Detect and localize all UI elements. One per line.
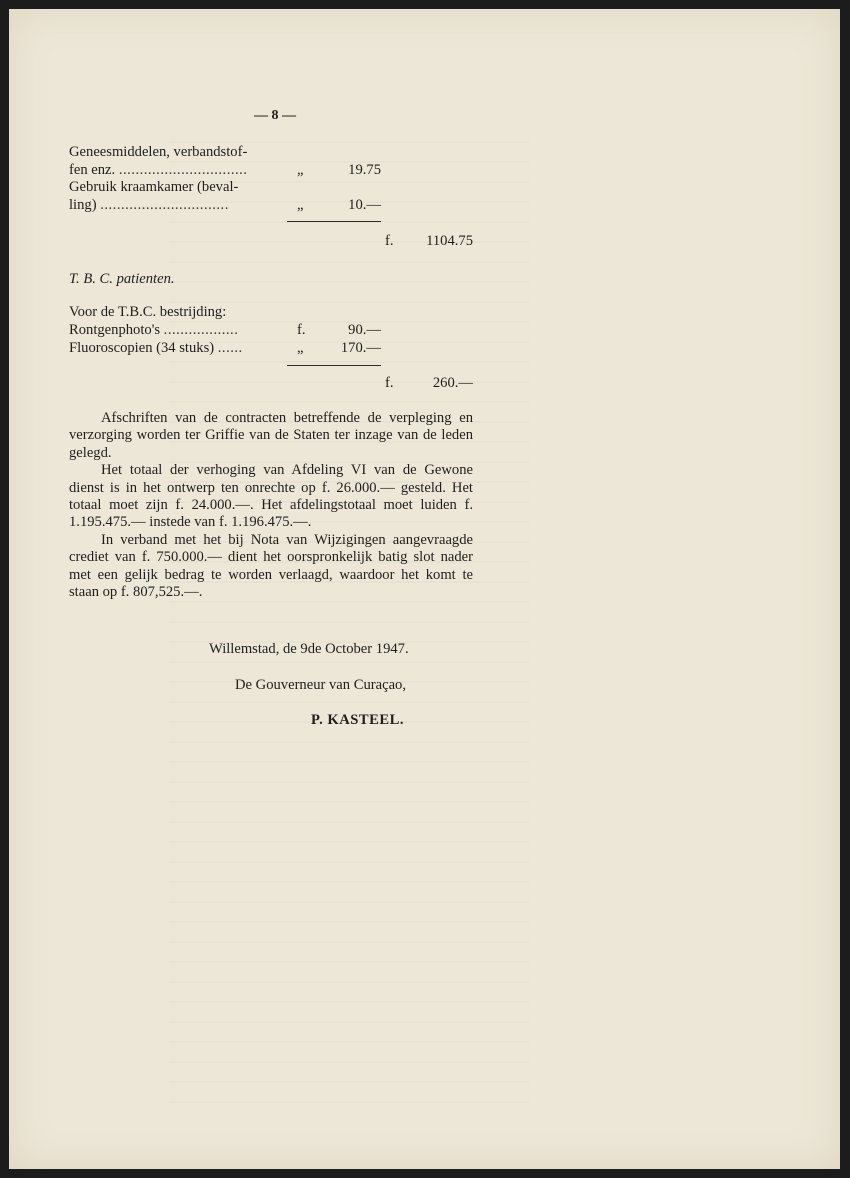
section1-total: 1104.75 [426, 233, 473, 249]
governor-title: De Gouverneur van Curaçao, [235, 677, 406, 693]
paragraph-copies: Afschriften van de contracten betreffende de verpleging en verzorging worden ter Griffie van de Staten ter inzage van de leden gelegd. [69, 410, 473, 461]
document-page [9, 9, 840, 1169]
item-fluoroscopy [69, 340, 243, 357]
paragraph-credit: In verband met het bij Nota van Wijzigingen aangevraagde crediet van f. 750.000.— dient het oorspronkelijk batig slot nader met een gelijk bedrag te worden verlaagd, waardoor het komt te staan op f. 807,525.—. [69, 531, 473, 601]
tbc-heading: T. B. C. patienten. [69, 271, 175, 287]
item-delivery-room-line2 [69, 197, 229, 214]
amount-xray: 90.— [348, 322, 381, 338]
item-xray [69, 322, 238, 339]
item-label: ling) [69, 197, 97, 213]
amount-fluoroscopy: 170.— [340, 340, 381, 356]
signature: P. KASTEEL. [311, 712, 404, 728]
leader-dots: ............................... [100, 197, 229, 213]
place-date: Willemstad, de 9de October 1947. [209, 641, 409, 657]
item-label: Fluoroscopien (34 stuks) [69, 340, 215, 356]
item-label: Rontgenphoto's [69, 322, 161, 338]
amount-delivery-room: 10.— [348, 197, 381, 213]
item-medicines-line2 [69, 162, 247, 179]
item-medicines-line1: Geneesmiddelen, verbandstof- [69, 144, 248, 160]
tbc-intro: Voor de T.B.C. bestrijding: [69, 304, 227, 320]
currency-mark: f. [297, 322, 306, 338]
leader-dots: ............................... [118, 162, 248, 178]
subtotal-rule [287, 221, 381, 222]
subtotal-rule [287, 365, 381, 366]
page-number: — 8 — [254, 108, 296, 123]
body-text [69, 410, 473, 601]
item-label: fen enz. [69, 162, 116, 178]
paragraph-total-correction: Het totaal der verhoging van Afdeling VI van de Gewone dienst is in het ontwerp ten onrechte op f. 26.000.— gesteld. Het totaal moet zijn f. 24.000.—. Het afdelingstotaal moet luiden f. 1.195.475.— instede van f. 1.196.475.—. [69, 462, 473, 531]
currency-mark: „ [297, 340, 304, 356]
total-currency: f. [385, 375, 394, 391]
total-currency: f. [385, 233, 394, 249]
amount-medicines: 19.75 [348, 162, 381, 178]
currency-mark: „ [297, 197, 304, 213]
leader-dots: ...... [217, 340, 243, 356]
bleed-through-text [169, 129, 529, 1109]
section2-total: 260.— [432, 375, 473, 391]
item-delivery-room-line1: Gebruik kraamkamer (beval- [69, 179, 239, 195]
leader-dots: .................. [163, 322, 239, 338]
currency-mark: „ [297, 162, 304, 178]
